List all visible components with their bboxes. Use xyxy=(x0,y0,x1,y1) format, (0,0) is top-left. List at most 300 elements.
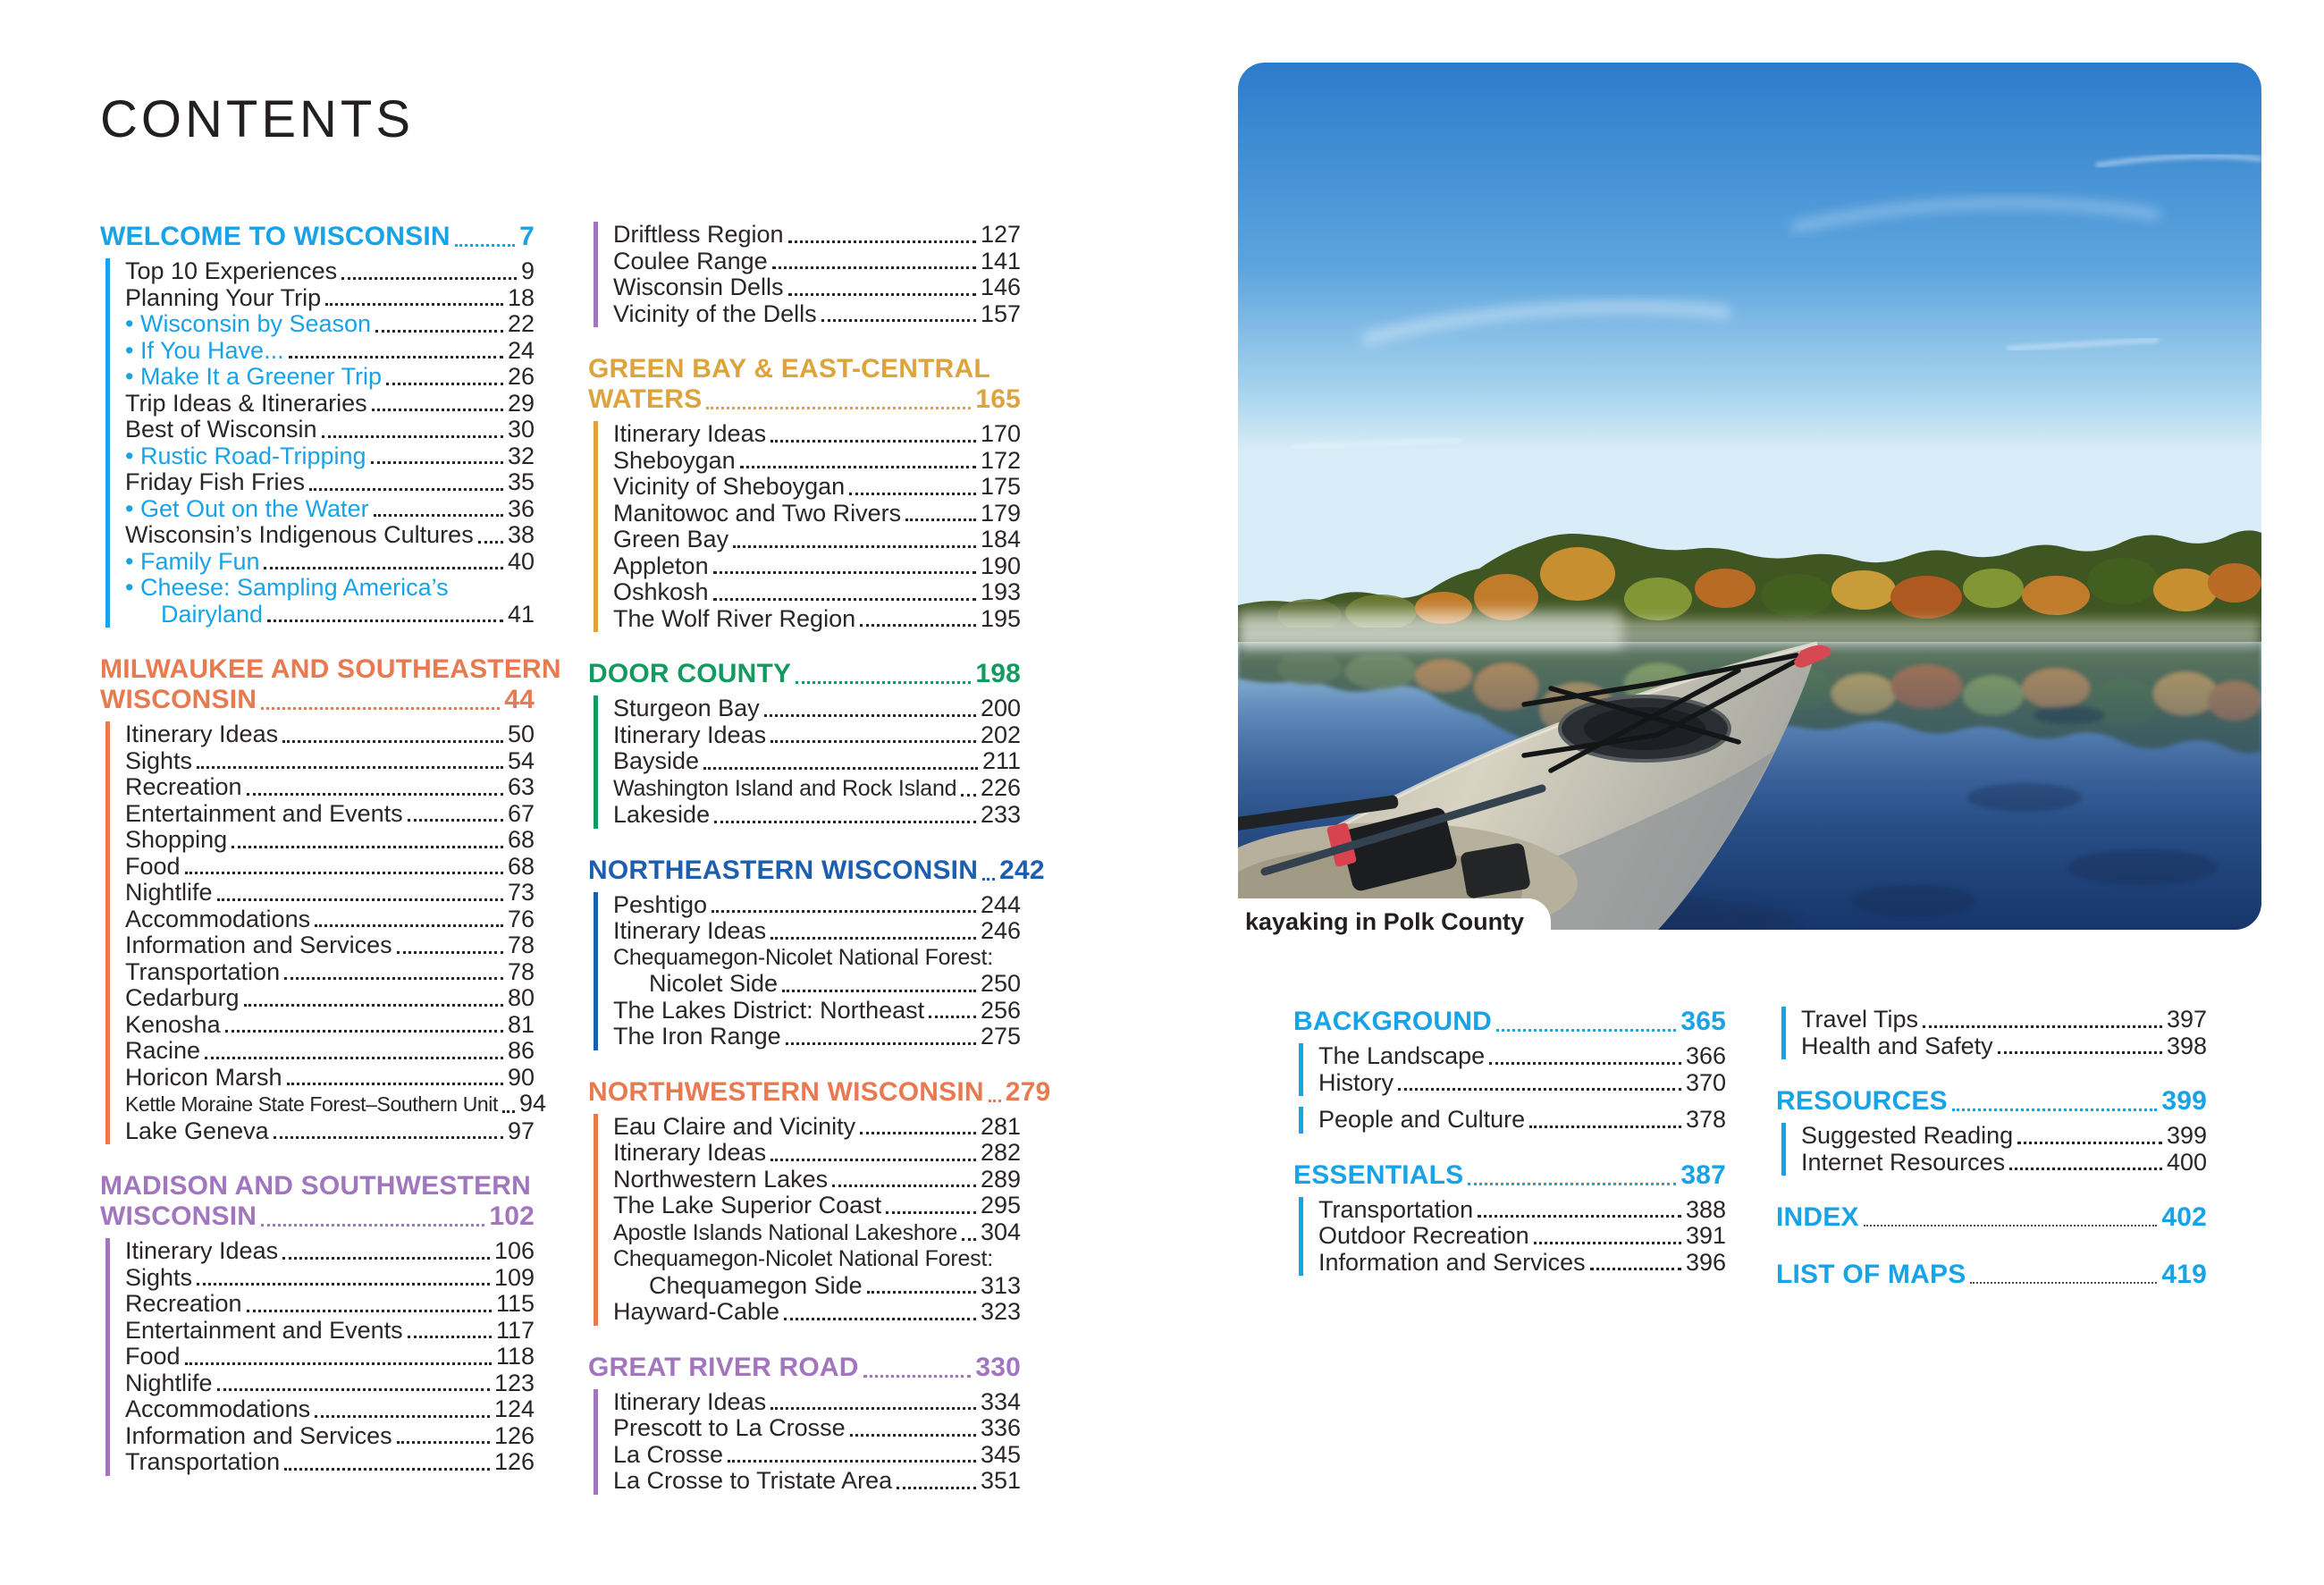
toc-entry xyxy=(594,1167,1021,1193)
toc-entry-label: The Iron Range xyxy=(613,1023,781,1050)
leader-dots xyxy=(1923,1025,2162,1028)
page-number: 244 xyxy=(980,890,1021,918)
toc-entry-label: Apostle Islands National Lakeshore xyxy=(613,1219,958,1245)
toc-entry xyxy=(594,249,1021,275)
page-number: 94 xyxy=(519,1090,547,1117)
page-number: 400 xyxy=(2166,1148,2207,1176)
page-number: 175 xyxy=(980,473,1021,500)
toc-item-list xyxy=(100,721,547,1144)
page-number: 36 xyxy=(507,494,535,522)
section-header xyxy=(100,1171,535,1232)
toc-entry xyxy=(105,1344,535,1370)
toc-entry-label: Driftless Region xyxy=(613,221,784,248)
toc-entry-label: Transportation xyxy=(125,1448,281,1475)
leader-dots xyxy=(247,793,503,796)
toc-entry xyxy=(594,1114,1021,1141)
page-number: 172 xyxy=(980,446,1021,474)
toc-entry-label: Wisconsin’s Indigenous Cultures xyxy=(125,521,474,548)
page-number: 76 xyxy=(507,905,535,932)
toc-block xyxy=(1293,1007,1726,1134)
toc-item-list xyxy=(588,421,1021,632)
leader-dots xyxy=(832,1185,976,1187)
toc-entry xyxy=(594,501,1021,527)
leader-dots xyxy=(1864,1225,2158,1227)
page-number: 200 xyxy=(980,695,1021,721)
leader-dots xyxy=(770,740,976,743)
toc-entry-label: Recreation xyxy=(125,773,242,800)
toc-entry-label: La Crosse xyxy=(613,1440,724,1468)
leader-dots xyxy=(315,1415,490,1418)
toc-entry-label: Suggested Reading xyxy=(1801,1122,2014,1149)
page-number: 289 xyxy=(980,1165,1021,1193)
leader-dots xyxy=(2017,1142,2162,1144)
toc-entry xyxy=(594,1468,1021,1495)
toc-entry xyxy=(594,775,1021,803)
page-number: 391 xyxy=(1685,1222,1726,1249)
toc-entry xyxy=(105,1265,535,1292)
page-number: 146 xyxy=(980,274,1021,300)
page-number: 106 xyxy=(493,1237,535,1264)
page-number: 190 xyxy=(980,552,1021,579)
leader-dots xyxy=(897,1487,976,1489)
leader-dots xyxy=(733,545,976,548)
leader-dots xyxy=(205,1057,503,1059)
toc-entry xyxy=(1299,1197,1726,1224)
leader-dots xyxy=(962,1238,976,1241)
toc-entry xyxy=(1299,1223,1726,1250)
leader-dots xyxy=(714,821,976,823)
leader-dots xyxy=(788,240,976,243)
toc-entry-label: Horicon Marsh xyxy=(125,1063,282,1091)
leader-dots xyxy=(860,624,976,627)
page-number: 44 xyxy=(504,685,535,714)
page-number: 195 xyxy=(980,604,1021,632)
page-number: 157 xyxy=(980,299,1021,327)
section-header xyxy=(588,354,1021,415)
toc-entry xyxy=(594,892,1021,919)
toc-entry xyxy=(105,748,535,775)
page-number: 419 xyxy=(2161,1260,2207,1289)
leader-dots xyxy=(821,319,976,322)
toc-entry xyxy=(594,1246,1021,1273)
page-number: 38 xyxy=(507,521,535,548)
toc-entry-label: Coulee Range xyxy=(613,247,768,274)
page-number: 233 xyxy=(980,801,1021,828)
leader-dots xyxy=(197,1283,490,1286)
section-header xyxy=(588,1353,1021,1383)
page-number: 282 xyxy=(980,1139,1021,1166)
leader-dots xyxy=(408,819,503,822)
page-number: 32 xyxy=(507,442,535,469)
leader-dots xyxy=(863,1375,972,1378)
section-title: INDEX xyxy=(1776,1202,1859,1232)
toc-entry xyxy=(105,1090,547,1118)
leader-dots xyxy=(740,466,976,468)
toc-entry-label: Itinerary Ideas xyxy=(613,721,767,748)
leader-dots xyxy=(247,1310,492,1312)
leader-dots xyxy=(372,409,503,411)
toc-entry xyxy=(594,696,1021,722)
toc-entry-label: Chequamegon-Nicolet National Forest: xyxy=(613,1246,993,1271)
toc-entry-label: Cedarburg xyxy=(125,984,240,1011)
toc-entry-label: Prescott to La Crosse xyxy=(613,1414,846,1441)
section-title: NORTHWESTERN WISCONSIN xyxy=(588,1076,984,1107)
page-number: 118 xyxy=(495,1343,535,1370)
toc-entry xyxy=(594,448,1021,475)
toc-entry-label: Food xyxy=(125,1343,181,1370)
section-title: MADISON AND SOUTHWESTERN xyxy=(100,1171,532,1201)
toc-entry-label: Vicinity of the Dells xyxy=(613,299,817,327)
section-header-line xyxy=(1776,1202,2207,1233)
page-number: 40 xyxy=(507,547,535,575)
page-number: 399 xyxy=(2161,1086,2207,1116)
leader-dots xyxy=(502,1110,515,1113)
leader-dots xyxy=(261,707,500,710)
page-number: 184 xyxy=(980,526,1021,552)
toc-entry-label: Green Bay xyxy=(613,526,729,552)
toc-entry-label: The Lake Superior Coast xyxy=(613,1192,882,1218)
toc-block xyxy=(1776,1007,2207,1059)
section-title: DOOR COUNTY xyxy=(588,659,792,688)
lake-photo-illustration xyxy=(1238,63,2261,930)
toc-entry xyxy=(105,932,535,959)
toc-entry-label: Sights xyxy=(125,1263,193,1291)
section-title: MILWAUKEE AND SOUTHEASTERN xyxy=(100,654,561,684)
page-number: 78 xyxy=(507,932,535,958)
toc-entry xyxy=(105,1012,535,1039)
toc-entry-label: Friday Fish Fries xyxy=(125,468,306,495)
section-header xyxy=(1776,1086,2207,1117)
page-number: 54 xyxy=(507,746,535,774)
toc-entry-label: Itinerary Ideas xyxy=(613,1387,767,1415)
toc-entry xyxy=(105,801,535,828)
page-number: 30 xyxy=(507,416,535,443)
toc-entry xyxy=(594,802,1021,829)
section-title: ESSENTIALS xyxy=(1293,1159,1464,1190)
toc-entry xyxy=(105,1238,535,1265)
toc-entry-label: Sights xyxy=(125,746,193,774)
leader-dots xyxy=(706,407,971,409)
page-number: 86 xyxy=(507,1037,535,1064)
leader-dots xyxy=(478,541,503,544)
page-number: 18 xyxy=(507,283,535,311)
leader-dots xyxy=(770,1159,976,1161)
toc-entry xyxy=(594,274,1021,301)
page-number: 250 xyxy=(980,970,1021,997)
toc-entry-label: Itinerary Ideas xyxy=(125,721,279,747)
toc-item-list xyxy=(1293,1197,1726,1277)
page-number: 73 xyxy=(507,879,535,906)
leader-dots xyxy=(315,924,503,927)
leader-dots xyxy=(1970,1282,2157,1284)
toc-entry-label: Entertainment and Events xyxy=(125,1316,403,1344)
toc-entry-label: • Wisconsin by Season xyxy=(125,310,372,337)
leader-dots xyxy=(886,1211,976,1214)
toc-entry-label: Best of Wisconsin xyxy=(125,416,317,443)
section-header xyxy=(100,654,561,715)
toc-entry xyxy=(105,417,535,443)
toc-entry xyxy=(105,338,535,365)
toc-entry xyxy=(594,722,1021,749)
toc-entry-label: Transportation xyxy=(125,957,281,985)
leader-dots xyxy=(232,846,503,848)
toc-entry xyxy=(1781,1007,2207,1033)
leader-dots xyxy=(185,1362,492,1365)
toc-entry-label: Accommodations xyxy=(125,905,311,932)
toc-item-list xyxy=(588,1114,1021,1326)
toc-entry xyxy=(105,1370,535,1397)
toc-entry xyxy=(1781,1150,2207,1176)
page-number: 9 xyxy=(520,257,535,284)
section-header-line xyxy=(1776,1086,2207,1117)
page-number: 78 xyxy=(507,957,535,985)
toc-block xyxy=(1776,1086,2207,1176)
toc-block xyxy=(588,222,1021,327)
leader-dots xyxy=(860,1132,976,1134)
leader-dots xyxy=(197,766,503,769)
leader-dots xyxy=(185,872,503,874)
toc-entry xyxy=(105,774,535,801)
toc-entry-label: Northwestern Lakes xyxy=(613,1165,829,1193)
leader-dots xyxy=(397,1441,490,1444)
page-number: 67 xyxy=(507,799,535,827)
toc-entry xyxy=(594,748,1021,775)
section-title: WISCONSIN xyxy=(100,685,257,714)
toc-entry xyxy=(594,1219,1021,1247)
page-number: 387 xyxy=(1680,1159,1726,1190)
section-title: NORTHEASTERN WISCONSIN xyxy=(588,855,979,885)
leader-dots xyxy=(713,598,976,601)
toc-column-2 xyxy=(588,221,1051,1495)
toc-entry xyxy=(1299,1043,1726,1070)
toc-entry-label: Racine xyxy=(125,1037,201,1064)
toc-entry xyxy=(105,1449,535,1476)
toc-entry-label: Kettle Moraine State Forest–Southern Unit xyxy=(125,1092,498,1116)
leader-dots xyxy=(770,1407,976,1410)
toc-entry xyxy=(594,1273,1021,1300)
toc-entry xyxy=(105,906,535,933)
leader-dots xyxy=(770,937,976,940)
page-number: 115 xyxy=(495,1290,535,1317)
toc-entry-label: People and Culture xyxy=(1318,1106,1526,1133)
toc-entry xyxy=(594,1140,1021,1167)
section-title: GREEN BAY & EAST-CENTRAL xyxy=(588,354,990,384)
toc-entry xyxy=(105,1291,535,1318)
leader-dots xyxy=(267,620,503,622)
toc-column-4 xyxy=(1776,1007,2207,1296)
leader-dots xyxy=(325,303,503,306)
toc-entry-label: Vicinity of Sheboygan xyxy=(613,473,846,500)
toc-entry xyxy=(594,1024,1021,1050)
page-number: 396 xyxy=(1685,1248,1726,1276)
toc-entry xyxy=(594,971,1021,998)
leader-dots xyxy=(217,1388,490,1391)
leader-dots xyxy=(788,293,976,296)
section-title: LIST OF MAPS xyxy=(1776,1260,1966,1289)
leader-dots xyxy=(225,1030,503,1033)
leader-dots xyxy=(712,910,976,913)
toc-entry-label: Itinerary Ideas xyxy=(613,917,767,944)
toc-entry xyxy=(594,1442,1021,1469)
toc-entry-label: Transportation xyxy=(1318,1195,1474,1223)
toc-entry-label: Information and Services xyxy=(1318,1248,1586,1276)
leader-dots xyxy=(713,571,976,574)
leader-dots xyxy=(282,1257,490,1260)
toc-entry-label: Information and Services xyxy=(125,1421,392,1449)
toc-entry-label: The Lakes District: Northeast xyxy=(613,996,925,1024)
page-number: 81 xyxy=(507,1010,535,1038)
page-number: 90 xyxy=(507,1063,535,1091)
toc-entry-label: • Rustic Road-Tripping xyxy=(125,442,366,469)
toc-entry xyxy=(105,1423,535,1450)
leader-dots xyxy=(1468,1183,1676,1185)
toc-entry-label: Health and Safety xyxy=(1801,1032,1993,1059)
toc-entry xyxy=(594,579,1021,606)
page-number: 68 xyxy=(507,826,535,853)
toc-entry-label: Washington Island and Rock Island xyxy=(613,775,957,801)
section-header xyxy=(1776,1260,2207,1290)
page-number: 275 xyxy=(980,1023,1021,1050)
toc-entry xyxy=(594,222,1021,249)
page-number: 397 xyxy=(2166,1006,2207,1033)
toc-entry-label: Appleton xyxy=(613,552,709,579)
toc-entry xyxy=(1299,1070,1726,1097)
toc-entry-label: Sturgeon Bay xyxy=(613,695,760,721)
toc-entry-label: Top 10 Experiences xyxy=(125,257,338,284)
toc-entry xyxy=(105,1396,535,1423)
toc-entry xyxy=(105,311,535,338)
toc-entry-label: • Make It a Greener Trip xyxy=(125,363,383,390)
toc-item-list xyxy=(588,222,1021,327)
toc-entry-label: Travel Tips xyxy=(1801,1006,1919,1033)
page-number: 126 xyxy=(493,1448,535,1475)
leader-dots xyxy=(703,767,978,770)
toc-entry-label: Trip Ideas & Itineraries xyxy=(125,389,367,417)
toc-item-list xyxy=(100,258,535,628)
page-number: 378 xyxy=(1685,1106,1726,1133)
leader-dots xyxy=(1590,1268,1681,1270)
toc-entry xyxy=(594,1193,1021,1219)
toc-entry xyxy=(1299,1107,1726,1134)
toc-entry xyxy=(105,1318,535,1345)
toc-item-list xyxy=(588,1389,1021,1495)
toc-entry xyxy=(105,549,535,576)
toc-entry-label: Nightlife xyxy=(125,879,213,906)
page-number: 226 xyxy=(980,773,1021,801)
section-header-line xyxy=(588,1353,1021,1383)
page-number: 7 xyxy=(519,222,535,251)
leader-dots xyxy=(322,435,503,438)
leader-dots xyxy=(905,518,976,521)
toc-entry-label: The Wolf River Region xyxy=(613,604,856,632)
page-number: 127 xyxy=(980,221,1021,248)
section-header xyxy=(1293,1007,1726,1037)
leader-dots xyxy=(728,1460,976,1463)
page-number: 402 xyxy=(2161,1202,2207,1232)
leader-dots xyxy=(982,878,995,881)
toc-entry-label: Bayside xyxy=(613,747,700,774)
leader-dots xyxy=(287,1083,503,1085)
section-title: GREAT RIVER ROAD xyxy=(588,1352,859,1382)
page-number: 256 xyxy=(980,996,1021,1024)
toc-block xyxy=(588,1353,1021,1495)
page-number: 124 xyxy=(493,1395,535,1422)
toc-entry xyxy=(105,1038,535,1065)
leader-dots xyxy=(371,461,503,464)
toc-entry-label: Sheboygan xyxy=(613,446,736,474)
toc-block xyxy=(1293,1160,1726,1277)
toc-entry xyxy=(594,301,1021,328)
page-number: 281 xyxy=(980,1112,1021,1140)
toc-block xyxy=(100,222,535,628)
toc-entry-label: Eau Claire and Vicinity xyxy=(613,1112,856,1140)
toc-entry xyxy=(105,880,535,906)
page-number: 165 xyxy=(975,384,1021,414)
toc-entry-label: Kenosha xyxy=(125,1010,221,1038)
leader-dots xyxy=(961,794,976,797)
leader-dots xyxy=(1952,1109,2158,1111)
leader-dots xyxy=(1529,1126,1681,1128)
page-number: 246 xyxy=(980,917,1021,944)
leader-dots xyxy=(786,1042,976,1045)
toc-item-list xyxy=(588,696,1021,829)
toc-entry xyxy=(105,575,535,602)
page-number: 50 xyxy=(507,721,535,747)
page-number: 351 xyxy=(980,1467,1021,1494)
page-number: 179 xyxy=(980,499,1021,527)
leader-dots xyxy=(784,1318,976,1320)
toc-entry xyxy=(105,443,535,470)
page-number: 279 xyxy=(1005,1076,1051,1107)
toc-block xyxy=(588,659,1021,829)
section-header-line xyxy=(1293,1160,1726,1191)
section-header xyxy=(588,1076,1051,1108)
leader-dots xyxy=(764,714,976,717)
toc-entry xyxy=(594,553,1021,580)
page-number: 304 xyxy=(980,1218,1021,1245)
page-number: 102 xyxy=(489,1201,535,1231)
toc-entry xyxy=(594,918,1021,945)
leader-dots xyxy=(341,277,517,280)
page-number: 80 xyxy=(507,984,535,1011)
page-number: 345 xyxy=(980,1440,1021,1468)
leader-dots xyxy=(772,266,976,269)
page-number: 366 xyxy=(1685,1042,1726,1069)
section-header xyxy=(588,659,1021,689)
leader-dots xyxy=(284,977,503,980)
toc-entry xyxy=(105,258,535,285)
leader-dots xyxy=(782,990,976,992)
page-number: 26 xyxy=(507,363,535,390)
leader-dots xyxy=(455,244,515,247)
leader-dots xyxy=(1534,1242,1681,1244)
section-header xyxy=(1293,1160,1726,1191)
leader-dots xyxy=(274,1136,503,1139)
toc-entry-label: Hayward-Cable xyxy=(613,1298,780,1325)
leader-dots xyxy=(386,383,503,385)
toc-entry xyxy=(1299,1250,1726,1277)
toc-entry-label: Oshkosh xyxy=(613,578,709,605)
toc-entry-label: Planning Your Trip xyxy=(125,283,322,311)
leader-dots xyxy=(867,1291,976,1294)
toc-entry-label: Shopping xyxy=(125,826,228,853)
page-number: 193 xyxy=(980,578,1021,605)
leader-dots xyxy=(989,1100,1001,1102)
toc-entry xyxy=(105,285,535,312)
leader-dots xyxy=(850,1434,976,1437)
toc-entry-label: History xyxy=(1318,1068,1394,1096)
page-title: CONTENTS xyxy=(100,90,414,148)
